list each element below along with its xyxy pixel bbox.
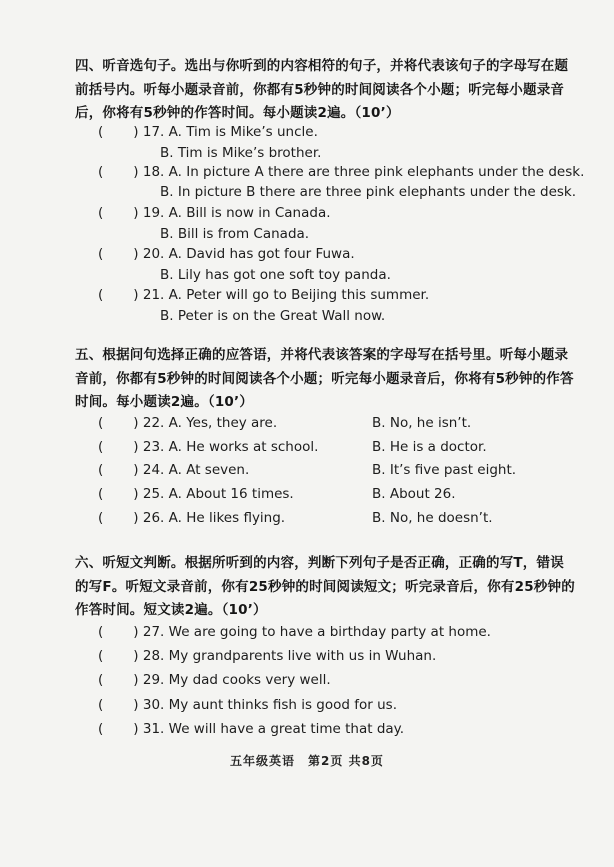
question-19: ( ) 19. A. Bill is now in Canada. [98,205,331,221]
question-29: ( ) 29. My dad cooks very well. [98,672,331,688]
question-24: ( ) 24. A. At seven. [98,462,250,478]
question-31: ( ) 31. We will have a great time that day. [98,721,405,737]
question-26-option-b: B. No, he doesn’t. [372,510,493,526]
page-footer: 五年级英语 第2页 共8页 [230,754,384,768]
question-18: ( ) 18. A. In picture A there are three pink elephants under the desk. [98,164,585,180]
question-23-option-b: B. He is a doctor. [372,439,487,455]
question-25: ( ) 25. A. About 16 times. [98,486,294,502]
question-26: ( ) 26. A. He likes flying. [98,510,286,526]
question-27: ( ) 27. We are going to have a birthday party at home. [98,624,491,640]
question-22: ( ) 22. A. Yes, they are. [98,415,278,431]
question-25-option-b: B. About 26. [372,486,456,502]
question-21-option-b: B. Peter is on the Great Wall now. [160,308,386,324]
question-20-option-b: B. Lily has got one soft toy panda. [160,267,391,283]
question-30: ( ) 30. My aunt thinks fish is good for us. [98,697,397,713]
question-23: ( ) 23. A. He works at school. [98,439,319,455]
question-20: ( ) 20. A. David has got four Fuwa. [98,246,355,262]
question-21: ( ) 21. A. Peter will go to Beijing this summer. [98,287,430,303]
question-17: ( ) 17. A. Tim is Mike’s uncle. [98,124,318,140]
question-19-option-b: B. Bill is from Canada. [160,226,310,242]
section-4-instructions: 四、听音选句子。选出与你听到的内容相符的句子，并将代表该句子的字母写在题前括号内。听每小题录音前，你都有5秒钟的时间阅读各个小题；听完每小题录音后，你将有5秒钟的作答时间。每小题读2遍。（10’） [75,58,569,121]
question-24-option-b: B. It’s five past eight. [372,462,517,478]
question-22-option-b: B. No, he isn’t. [372,415,472,431]
section-6-instructions: 六、听短文判断。根据所听到的内容，判断下列句子是否正确，正确的写T，错误的写F。听短文录音前，你有25秒钟的时间阅读短文；听完录音后，你有25秒钟的作答时间。短文读2遍。（10’） [75,555,575,618]
question-18-option-b: B. In picture B there are three pink elephants under the desk. [160,184,577,200]
question-28: ( ) 28. My grandparents live with us in Wuhan. [98,648,437,664]
question-17-option-b: B. Tim is Mike’s brother. [160,145,322,161]
section-5-instructions: 五、根据问句选择正确的应答语，并将代表该答案的字母写在括号里。听每小题录音前，你都有5秒钟的时间阅读各个小题；听完每小题录音后，你将有5秒钟的作答时间。每小题读2遍。（10’） [75,347,574,410]
